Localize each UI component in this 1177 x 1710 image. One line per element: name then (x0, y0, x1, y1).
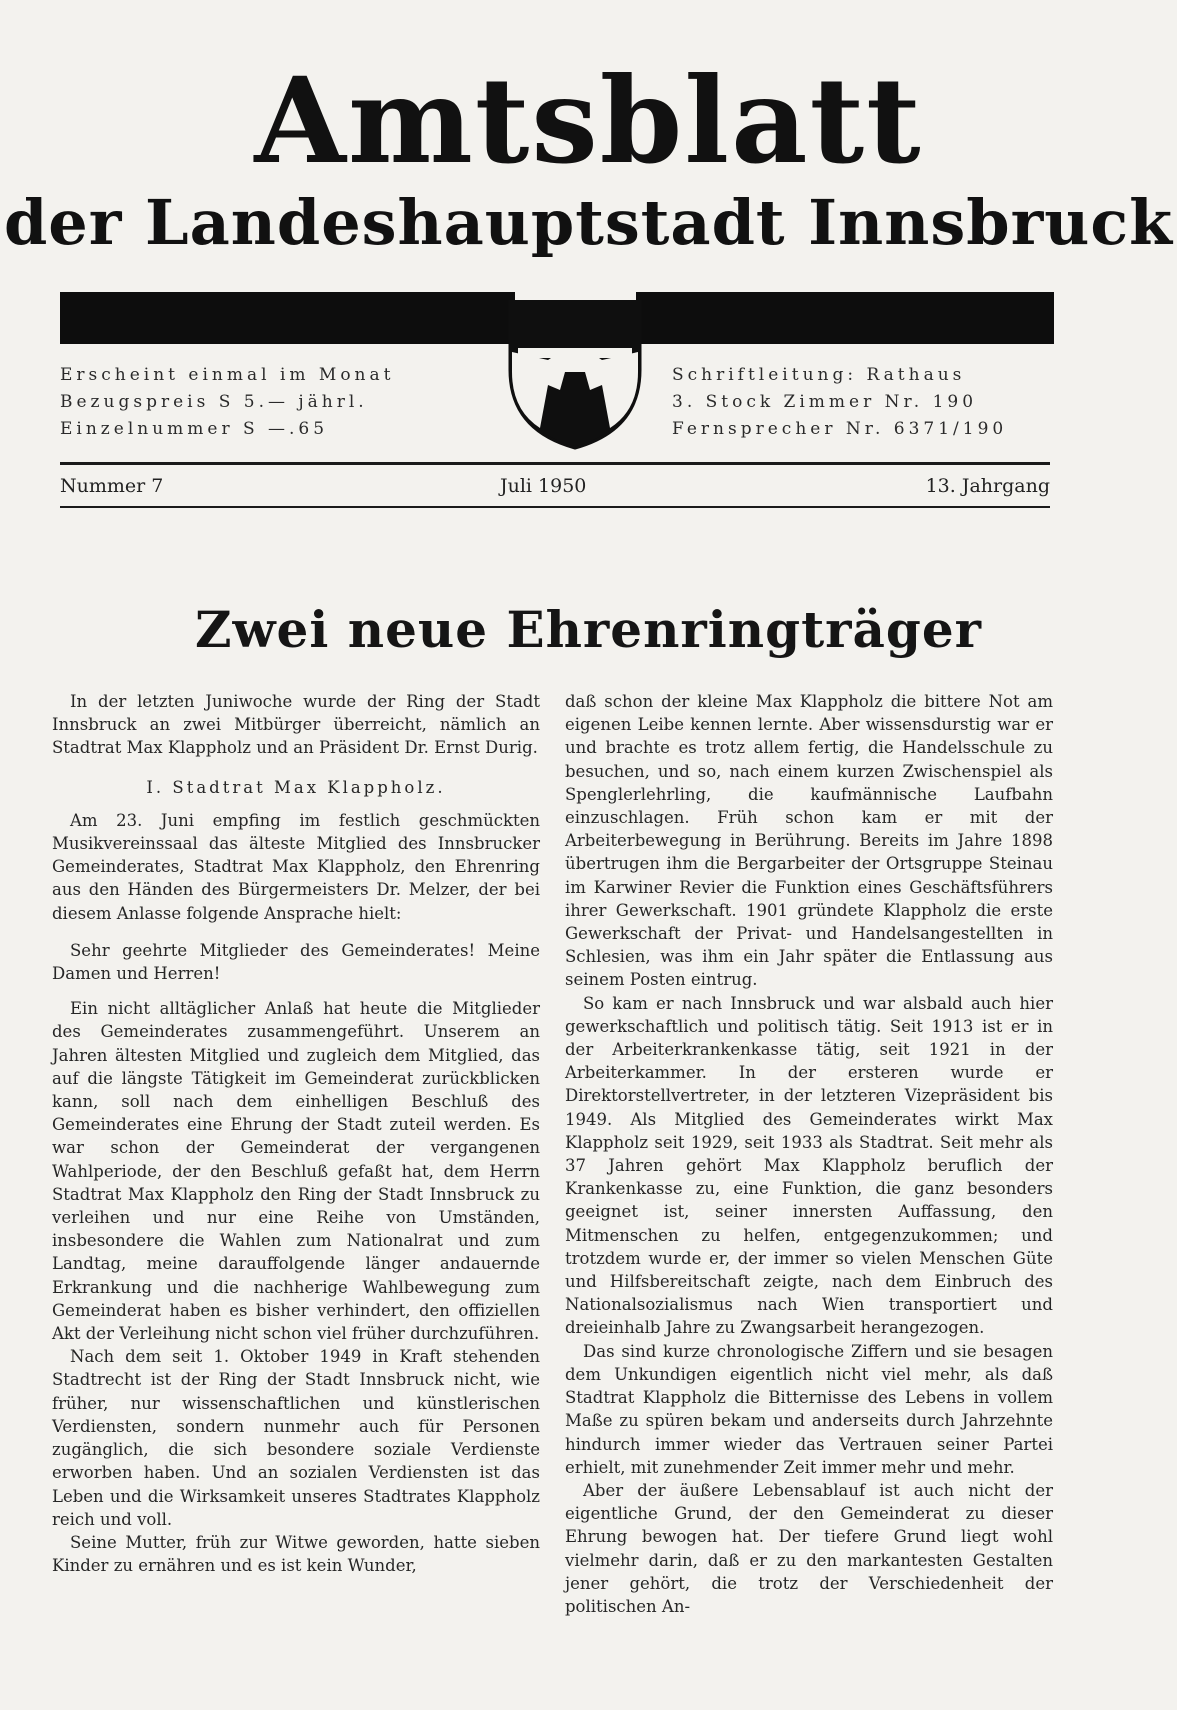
divider-rule (60, 506, 1050, 508)
issue-number: Nummer 7 (60, 475, 164, 497)
article-paragraph: Seine Mutter, früh zur Witwe geworden, hatte sieben Kinder zu ernähren und es ist kein Wunder, (52, 1532, 540, 1576)
info-line: Einzelnummer S —.65 (60, 419, 329, 439)
info-line: Fernsprecher Nr. 6371/190 (672, 419, 1008, 439)
article-column-right (565, 690, 1053, 1618)
section-heading: I. Stadtrat Max Klappholz. (146, 777, 446, 797)
article-paragraph: In der letzten Juniwoche wurde der Ring der Stadt Innsbruck an zwei Mitbürger überreicht, nämlich an Stadtrat Max Klappholz und an Präsident Dr. Ernst Durig. (52, 692, 540, 758)
editorial-office-info (672, 362, 1007, 443)
city-coat-of-arms-icon (490, 300, 660, 450)
article-paragraph: So kam er nach Innsbruck und war alsbald auch hier gewerkschaftlich und politisch tätig. Seit 1913 ist er in der Arbeiterkrankenkasse tätig, seit 1921 in der Arbeiterkammer. In der ersteren wurde er Direktorstellvertreter, in der letzteren Vizepräsident bis 1949. Als Mitglied des Gemeinderates wirkt Max Klappholz seit 1929, seit 1933 als Stadtrat. Seit mehr als 37 Jahren gehört Max Klappholz beruflich der Krankenkasse zu, eine Funktion, die ganz besonders geeignet ist, seiner innersten Auffassung, den Mitmenschen zu helfen, entgegenzukommen; und trotzdem wurde er, der immer so vielen Menschen Güte und Hilfsbereitschaft zeigte, nach dem Einbruch des Nationalsozialismus nach Wien transportiert und dreieinhalb Jahre zu Zwangsarbeit herangezogen. (565, 993, 1053, 1338)
masthead-title: Amtsblatt (254, 51, 923, 190)
issue-date: Juli 1950 (500, 475, 587, 497)
masthead-bar-left (60, 292, 515, 344)
article-headline: Zwei neue Ehrenringträger (194, 600, 983, 659)
article-column-left (52, 690, 540, 1577)
issue-volume: 13. Jahrgang (925, 475, 1050, 497)
masthead-bar-right (636, 292, 1054, 344)
article-paragraph: daß schon der kleine Max Klappholz die bittere Not am eigenen Leibe kennen lernte. Aber wissensdurstig war er und brachte es trotz allem fertig, die Handelsschule zu besuchen, und so, nach einem kurzen Zwischenspiel als Spenglerlehrling, die kaufmännische Laufbahn einzuschlagen. Früh schon kam er mit der Arbeiterbewegung in Berührung. Bereits im Jahre 1898 übertrugen ihm die Bergarbeiter der Ortsgruppe Steinau im Karwiner Revier die Funktion eines Geschäftsführers ihrer Gewerkschaft. 1901 gründete Klappholz die erste Gewerkschaft der Privat- und Handelsangestellten in Schlesien, was ihm ein Jahr später die Entlassung aus seinem Posten eintrug. (565, 692, 1053, 990)
article-paragraph: Nach dem seit 1. Oktober 1949 in Kraft stehenden Stadtrecht ist der Ring der Stadt Innsbruck nicht, wie früher, nur wissenschaftlichen und künstlerischen Verdiensten, sondern nunmehr auch für Personen zugänglich, die sich besondere soziale Verdienste erworben haben. Und an sozialen Verdiensten ist das Leben und die Wirksamkeit unseres Stadtrates Klappholz reich und voll. (52, 1347, 540, 1529)
divider-rule (60, 462, 1050, 465)
subscription-info (60, 362, 394, 443)
info-line: 3. Stock Zimmer Nr. 190 (672, 392, 978, 412)
article-paragraph: Das sind kurze chronologische Ziffern und sie besagen dem Unkundigen eigentlich nicht viel mehr, als daß Stadtrat Klappholz die Bitternisse des Lebens in vollem Maße zu spüren bekam und anderseits durch Jahrzehnte hindurch immer wieder das Vertrauen seiner Partei erhielt, mit zunehmender Zeit immer mehr und mehr. (565, 1341, 1053, 1477)
info-line: Bezugspreis S 5.— jährl. (60, 392, 368, 412)
article-paragraph: Aber der äußere Lebensablauf ist auch nicht der eigentliche Grund, der den Gemeinderat zu dieser Ehrung bewogen hat. Der tiefere Grund liegt wohl vielmehr darin, daß er zu den markantesten Gestalten jener gehört, die trotz der Verschiedenheit der politischen An- (565, 1480, 1053, 1616)
article-paragraph: Am 23. Juni empfing im festlich geschmückten Musikvereinssaal das älteste Mitglied des Innsbrucker Gemeinderates, Stadtrat Max Klappholz, den Ehrenring aus den Händen des Bürgermeisters Dr. Melzer, der bei diesem Anlasse folgende Ansprache hielt: (52, 810, 540, 923)
masthead-subtitle: der Landeshauptstadt Innsbruck (3, 186, 1174, 259)
article-paragraph: Sehr geehrte Mitglieder des Gemeinderates! Meine Damen und Herren! (52, 940, 540, 984)
article-paragraph: Ein nicht alltäglicher Anlaß hat heute die Mitglieder des Gemeinderates zusammengeführt. Unserem an Jahren ältesten Mitglied und zugleich dem Mitglied, das auf die längste Tätigkeit im Gemeinderat zurückblicken kann, soll nach dem einhelligen Beschluß des Gemeinderates eine Ehrung der Stadt zuteil werden. Es war schon der Gemeinderat der vergangenen Wahlperiode, der den Beschluß gefaßt hat, dem Herrn Stadtrat Max Klappholz den Ring der Stadt Innsbruck zu verleihen und nur eine Reihe von Umständen, insbesondere die Wahlen zum Nationalrat und zum Landtag, meine darauffolgende länger andauernde Erkrankung und die nachherige Wahlbewegung zum Gemeinderat haben es bisher verhindert, den offiziellen Akt der Verleihung nicht schon viel früher durchzuführen. (52, 999, 540, 1344)
info-line: Schriftleitung: Rathaus (672, 365, 966, 385)
info-line: Erscheint einmal im Monat (60, 365, 395, 385)
